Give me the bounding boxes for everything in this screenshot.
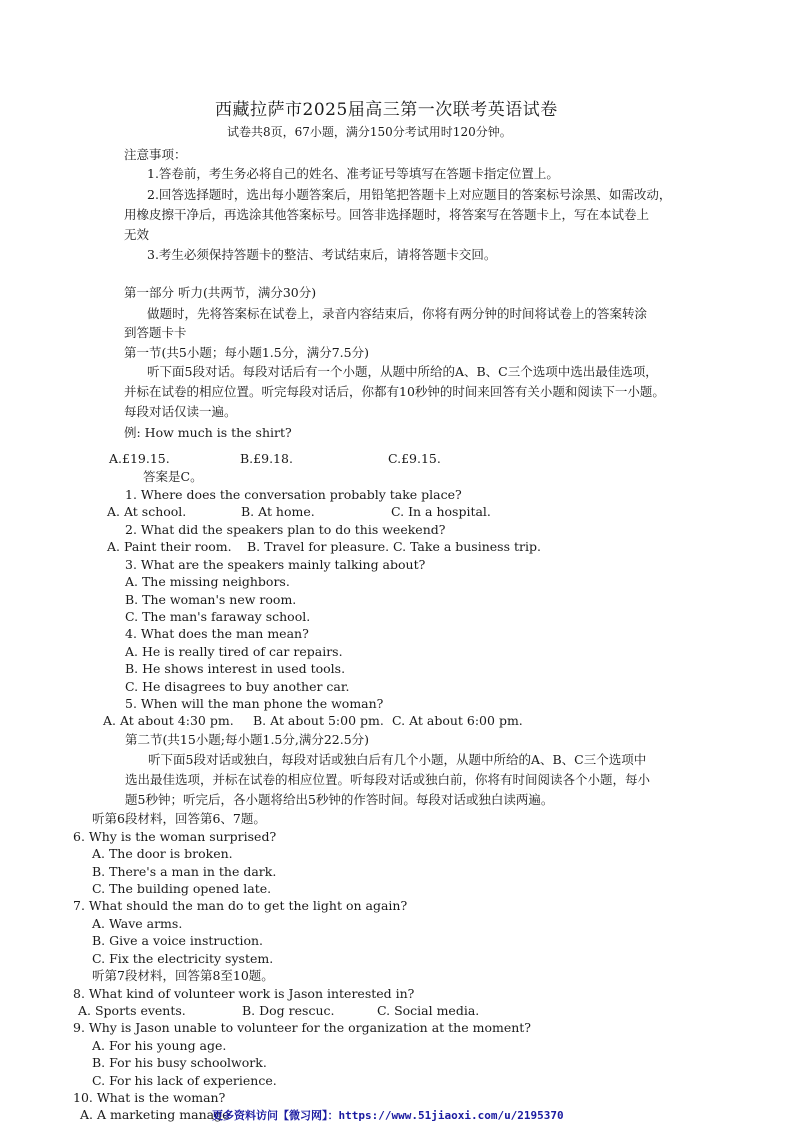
example-answer: 答案是C。: [143, 469, 203, 484]
option: A. At about 4:30 pm.: [103, 713, 234, 728]
option: A. Sports events.: [78, 1003, 186, 1018]
option: B. For his busy schoolwork.: [92, 1055, 267, 1070]
question: 2. What did the speakers plan to do this weekend?: [125, 522, 446, 537]
question: 9. Why is Jason unable to volunteer for the organization at the moment?: [73, 1020, 532, 1035]
option: A. At school.: [107, 504, 187, 519]
option: B. At home.: [241, 504, 315, 519]
material-label: 听第6段材料，回答第6、7题。: [92, 811, 266, 826]
notice-item: 用橡皮擦干净后，再选涂其他答案标号。回答非选择题时，将答案写在答题卡上，写在本试卷上: [124, 207, 650, 222]
question: 10. What is the woman?: [73, 1090, 226, 1105]
instruction-text: 做题时，先将答案标在试卷上，录音内容结束后，你将有两分钟的时间将试卷上的答案转涂: [147, 306, 648, 321]
example-option: B.£9.18.: [240, 451, 293, 466]
example-option: A.£19.15.: [109, 451, 170, 466]
question: 4. What does the man mean?: [125, 626, 309, 641]
question: 7. What should the man do to get the light on again?: [73, 898, 408, 913]
option: C. The man's faraway school.: [125, 609, 311, 624]
page-title: 西藏拉萨市2025届高三第一次联考英语试卷: [215, 100, 558, 120]
exam-info: 试卷共8页，67小题，满分150分考试用时120分钟。: [227, 125, 512, 139]
question: 1. Where does the conversation probably take place?: [125, 487, 462, 502]
notice-item: 无效: [124, 227, 150, 242]
notice-item: 3.考生必须保持答题卡的整洁、考试结束后，请将答题卡交回。: [147, 247, 497, 262]
question: 6. Why is the woman surprised?: [73, 829, 277, 844]
option: B. Give a voice instruction.: [92, 933, 264, 948]
option: A. The door is broken.: [92, 846, 233, 861]
notice-item: 2.回答选择题时，选出每小题答案后，用铅笔把答题卡上对应题目的答案标号涂黑、如需改动，: [147, 187, 672, 202]
option: B. He shows interest in used tools.: [125, 661, 346, 676]
option: C. The building opened late.: [92, 881, 272, 896]
option: C. Social media.: [377, 1003, 480, 1018]
option: A. He is really tired of car repairs.: [125, 644, 343, 659]
option: A. A marketing manage: [80, 1107, 230, 1122]
instruction-text: 听下面5段对话或独白，每段对话或独白后有几个小题，从题中所给的A、B、C三个选项中: [148, 752, 647, 767]
question: 3. What are the speakers mainly talking about?: [125, 557, 426, 572]
question: 8. What kind of volunteer work is Jason interested in?: [73, 986, 415, 1001]
option: B. Travel for pleasure.: [247, 539, 390, 554]
material-label: 听第7段材料，回答第8至10题。: [92, 968, 274, 983]
option: A. Paint their room.: [107, 539, 232, 554]
part-heading: 第一部分 听力(共两节，满分30分): [124, 285, 317, 300]
notice-heading: 注意事项：: [124, 147, 187, 162]
section-heading: 第二节(共15小题;每小题1.5分,满分22.5分): [125, 732, 370, 747]
instruction-text: 到答题卡卡: [124, 325, 187, 340]
instruction-text: 题5秒钟；听完后，各小题将给出5秒钟的作答时间。每段对话或独白读两遍。: [125, 792, 554, 807]
option: A. Wave arms.: [92, 916, 183, 931]
instruction-text: 每段对话仅读一遍。: [124, 404, 237, 419]
section-heading: 第一节(共5小题；每小题1.5分，满分7.5分): [124, 345, 369, 360]
example-option: C.£9.15.: [388, 451, 441, 466]
option: B. There's a man in the dark.: [92, 864, 277, 879]
example-question: 例: How much is the shirt?: [124, 425, 292, 440]
option: B. At about 5:00 pm.: [253, 713, 384, 728]
option: C. Take a business trip.: [393, 539, 541, 554]
footer-link[interactable]: 更多资料访问【微习网】：https://www.51jiaoxi.com/u/2195370: [212, 1109, 564, 1122]
instruction-text: 并标在试卷的相应位置。听完每段对话后，你都有10秒钟的时间来回答有关小题和阅读下一小题。: [124, 384, 665, 399]
instruction-text: 听下面5段对话。每段对话后有一个小题，从题中所给的A、B、C三个选项中选出最佳选项，: [147, 364, 658, 379]
instruction-text: 选出最佳选项，并标在试卷的相应位置。听每段对话或独白前，你将有时间阅读各个小题，每小: [125, 772, 651, 787]
option: B. Dog rescuc.: [242, 1003, 335, 1018]
notice-item: 1.答卷前，考生务必将自己的姓名、准考证号等填写在答题卡指定位置上。: [147, 166, 559, 181]
option: C. For his lack of experience.: [92, 1073, 277, 1088]
option: C. He disagrees to buy another car.: [125, 679, 350, 694]
option: C. At about 6:00 pm.: [392, 713, 523, 728]
option: B. The woman's new room.: [125, 592, 297, 607]
option: C. Fix the electricity system.: [92, 951, 274, 966]
option: A. The missing neighbors.: [125, 574, 290, 589]
option: A. For his young age.: [92, 1038, 227, 1053]
question: 5. When will the man phone the woman?: [125, 696, 384, 711]
option: C. In a hospital.: [391, 504, 491, 519]
